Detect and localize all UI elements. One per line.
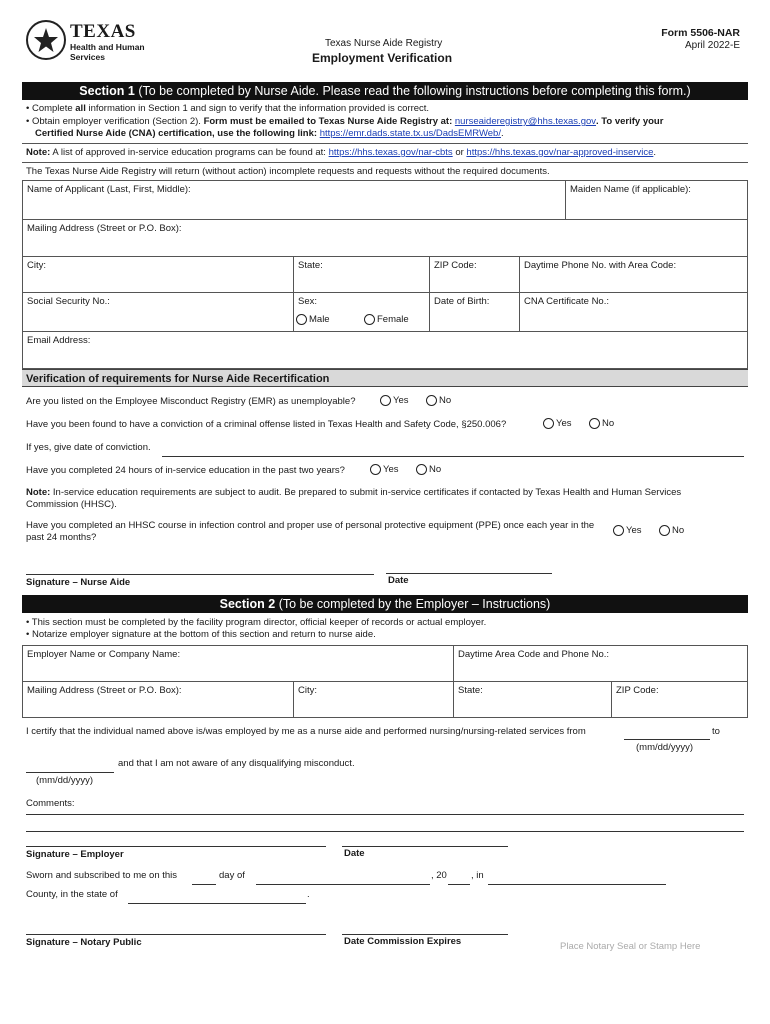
maiden-name-field[interactable]: Maiden Name (if applicable): [565,180,748,220]
section1-note: Note: A list of approved in-service education programs can be found at: https://hhs.texas.gov/nar-cbts or https://hhs.texas.gov/nar-approved-inservice. [26,147,656,158]
sworn-day-line[interactable] [192,884,216,885]
form-number: Form 5506-NAR [661,27,740,39]
audit-note: Note: In-service education requirements are subject to audit. Be prepared to submit in-service certificates if contacted by Texas Health and Human Services Commission (HHSC). [26,487,682,510]
cna-cert-field[interactable]: CNA Certificate No.: [519,292,748,332]
logo-subtitle: Health and Human Services [70,42,145,62]
employer-date-line[interactable] [342,846,508,847]
registry-name: Texas Nurse Aide Registry [325,38,443,49]
nurse-date-line[interactable] [386,573,552,574]
year-prefix: , 20 [431,870,447,881]
section1-header: Section 1 (To be completed by Nurse Aide. Please read the following instructions before completing this form.) [22,82,748,100]
section2-bullet-1: • This section must be completed by the facility program director, official keeper of records or actual employer. [26,617,487,628]
employer-city-field[interactable]: City: [293,681,454,718]
nurse-signature-line[interactable] [26,574,374,575]
return-notice: The Texas Nurse Aide Registry will return (without action) incomplete requests and requests without the required documents. [26,166,550,177]
employer-date-label: Date [344,848,365,859]
registry-email-link[interactable]: nurseaideregistry@hhs.texas.gov [454,116,597,127]
employment-start-line[interactable] [624,739,710,740]
section1-bullet-2-cont: Certified Nurse Aide (CNA) certification, use the following link: https://emr.dads.state.tx.us/DadsEMRWeb/. [35,128,504,139]
employer-address-field[interactable]: Mailing Address (Street or P.O. Box): [22,681,294,718]
commission-line[interactable] [342,934,508,935]
section2-header: Section 2 (To be completed by the Employer – Instructions) [22,595,748,613]
comments-line-2[interactable] [26,831,744,832]
nurse-date-label: Date [388,575,409,586]
employer-name-field[interactable]: Employer Name or Company Name: [22,645,454,682]
applicant-address-field[interactable]: Mailing Address (Street or P.O. Box): [22,219,748,257]
sworn-month-line[interactable] [256,884,430,885]
cbts-link[interactable]: https://hhs.texas.gov/nar-cbts [328,147,453,158]
applicant-phone-field[interactable]: Daytime Phone No. with Area Code: [519,256,748,293]
county-state-text: County, in the state of [26,889,118,900]
ssn-field[interactable]: Social Security No.: [22,292,294,332]
employer-state-field[interactable]: State: [453,681,612,718]
certify-text: I certify that the individual named above is/was employed by me as a nurse aide and performed nursing/nursing-related services from [26,726,586,737]
q4-no-radio[interactable]: No [659,525,684,536]
applicant-zip-field[interactable]: ZIP Code: [429,256,520,293]
end-date-format: (mm/dd/yyyy) [36,775,93,786]
dob-field[interactable]: Date of Birth: [429,292,520,332]
texas-star-seal-icon [26,20,66,60]
notary-signature-line[interactable] [26,934,326,935]
commission-label: Date Commission Expires [344,936,462,947]
employer-signature-label: Signature – Employer [26,849,124,860]
section1-bullet-1: • Complete all information in Section 1 and sign to verify that the information provided is correct. [26,103,430,114]
q1-emr: Are you listed on the Employee Misconduct Registry (EMR) as unemployable? [26,396,356,407]
q2-no-radio[interactable]: No [589,418,614,429]
verification-header: Verification of requirements for Nurse Aide Recertification [22,369,748,387]
conviction-date-line[interactable] [162,456,744,457]
section1-bullet-2: • Obtain employer verification (Section 2). Form must be emailed to Texas Nurse Aide Registry at: nurseaideregistry@hhs.texas.gov. To verify your [26,116,664,127]
emr-link[interactable]: https://emr.dads.state.tx.us/DadsEMRWeb/ [319,128,501,139]
notary-signature-label: Signature – Notary Public [26,937,142,948]
q2-followup: If yes, give date of conviction. [26,442,151,453]
q1-no-radio[interactable]: No [426,395,451,406]
q2-conviction: Have you been found to have a conviction of a criminal offense listed in Texas Health and Safety Code, §250.006? [26,419,507,430]
form-title: Employment Verification [312,51,453,65]
section2-bullet-2: • Notarize employer signature at the bottom of this section and return to nurse aide. [26,629,376,640]
applicant-city-field[interactable]: City: [22,256,294,293]
sex-field: Sex: [293,292,430,332]
nurse-signature-label: Signature – Nurse Aide [26,577,131,588]
q4-ppe: Have you completed an HHSC course in infection control and proper use of personal protective equipment (PPE) once each year in the past 24 months? [26,520,595,543]
employer-phone-field[interactable]: Daytime Area Code and Phone No.: [453,645,748,682]
inservice-link[interactable]: https://hhs.texas.gov/nar-approved-inservice [466,147,654,158]
q3-inservice: Have you completed 24 hours of in-service education in the past two years? [26,465,345,476]
day-of-text: day of [219,870,245,881]
start-date-format: (mm/dd/yyyy) [636,742,693,753]
logo-title: TEXAS [70,21,136,42]
county-period: . [307,889,310,900]
sworn-year-line[interactable] [448,884,470,885]
comments-label: Comments: [26,798,75,809]
county-line[interactable] [488,884,666,885]
form-date: April 2022-E [684,40,740,51]
q3-no-radio[interactable]: No [416,464,441,475]
sworn-text: Sworn and subscribed to me on this [26,870,178,881]
employment-end-line[interactable] [26,772,114,773]
q3-yes-radio[interactable]: Yes [370,464,399,475]
sex-male-radio[interactable]: Male [296,314,330,325]
employer-signature-line[interactable] [26,846,326,847]
not-aware-text: and that I am not aware of any disqualifying misconduct. [118,758,355,769]
applicant-name-field[interactable]: Name of Applicant (Last, First, Middle): [22,180,566,220]
q4-yes-radio[interactable]: Yes [613,525,642,536]
sex-female-radio[interactable]: Female [364,314,409,325]
email-field[interactable]: Email Address: [22,331,748,369]
to-label: to [712,726,720,737]
q1-yes-radio[interactable]: Yes [380,395,409,406]
applicant-state-field[interactable]: State: [293,256,430,293]
in-text: , in [471,870,484,881]
employer-zip-field[interactable]: ZIP Code: [611,681,748,718]
notary-seal-placeholder: Place Notary Seal or Stamp Here [560,941,701,952]
q2-yes-radio[interactable]: Yes [543,418,572,429]
state-line[interactable] [128,903,306,904]
comments-line-1[interactable] [26,814,744,815]
